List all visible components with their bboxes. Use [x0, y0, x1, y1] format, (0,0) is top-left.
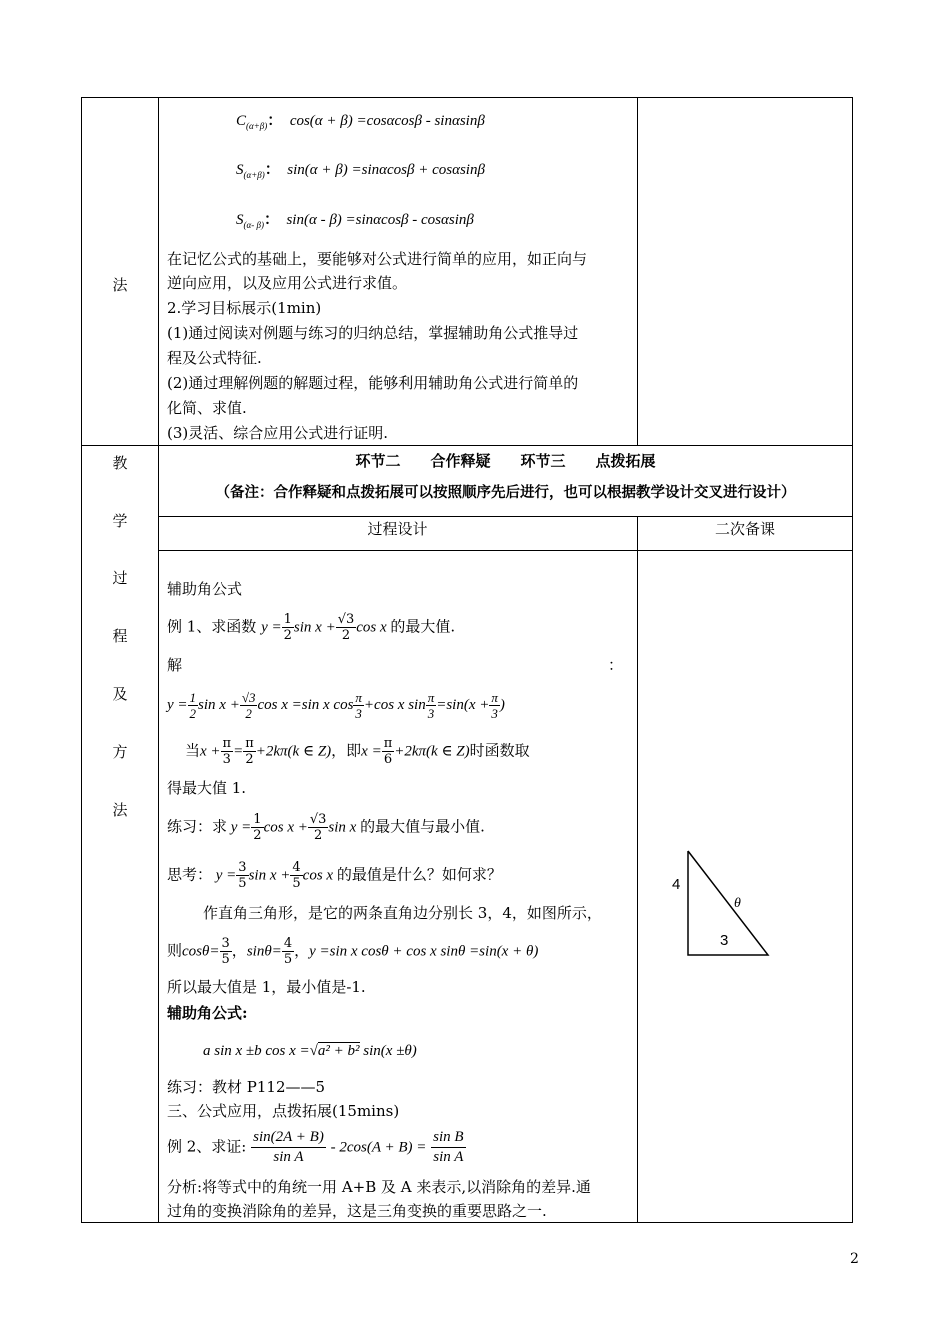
column-header-process: 过程设计 — [367, 520, 428, 538]
max-min: 所以最大值是 1，最小值是-1. — [167, 978, 366, 996]
analysis: 过角的变换消除角的差异，这是三角变换的重要思路之一. — [167, 1202, 547, 1220]
formula-s-minus: $S_{(\alpha- \beta)}$： sin(α - β) =sinαcosβ - cosαsinβ — [236, 212, 474, 230]
table-border-bottom — [81, 1222, 853, 1223]
then-line: 则cosθ= $\frac{3}{5}$ ，sinθ= $\frac{4}{5}$ ，y =sin x cosθ + cos x sinθ =sin(x + θ) — [167, 936, 539, 967]
table-border-top — [81, 97, 853, 98]
side-char: 方 — [112, 743, 128, 761]
side-char: 程 — [112, 627, 128, 645]
header-divider — [158, 516, 853, 517]
goal-item: 程及公式特征. — [167, 349, 262, 367]
triangle-side-3: 3 — [720, 932, 729, 949]
triangle-text: 作直角三角形，是它的两条直角边分别长 3，4，如图所示， — [203, 904, 602, 922]
triangle-angle-theta: θ — [734, 896, 741, 911]
colheader-divider — [158, 550, 853, 551]
side-char: 教 — [112, 454, 128, 472]
table-border-left — [81, 97, 82, 1223]
goal-item: (2)通过理解例题的解题过程，能够利用辅助角公式进行简单的 — [167, 374, 579, 392]
goal-item: (3)灵活、综合应用公式进行证明. — [167, 424, 389, 442]
side-char: 学 — [112, 512, 128, 530]
solution-formula: y = $\frac{1}{2}$ sin x + $\frac{√3}{2}$ cos x =sin x cos $\frac{\pi}{3}$ +cos x sin $\frac{\pi}{3}$ =sin(x + $\frac{\pi}{3}$ ) — [167, 690, 505, 721]
practice-2: 练习：教材 P112——5 — [167, 1078, 326, 1096]
side-char: 过 — [112, 569, 128, 587]
page-number: 2 — [850, 1251, 859, 1267]
section-note: （备注：合作释疑和点拨拓展可以按照顺序先后进行，也可以根据教学设计交叉进行设计） — [215, 484, 796, 501]
section-header: 环节二 合作释疑 环节三 点拨拓展 — [355, 452, 656, 470]
practice-1: 练习：求 y = $\frac{1}{2}$ cos x + $\frac{√3}{2}$ sin x 的最大值与最小值. — [167, 812, 485, 843]
column-divider-top-right — [637, 97, 638, 445]
side-char: 法 — [112, 801, 128, 819]
example-2: 例 2、求证: $\frac{\sin(2A + B)}{\text{sin A}}$ - 2cos(A + B) = $\frac{\text{sin B}}{\text{sin A}}$ — [167, 1129, 464, 1165]
analysis: 分析:将等式中的角统一用 A+B 及 A 来表示,以消除角的差异.通 — [167, 1178, 591, 1196]
side-char: 及 — [112, 685, 128, 703]
solution-colon: ： — [608, 656, 624, 674]
goal-item: (1)通过阅读对例题与练习的归纳总结，掌握辅助角公式推导过 — [167, 324, 579, 342]
formula-s-plus: $S_{(\alpha+\beta)}$： sin(α + β) =sinαcosβ + cosαsinβ — [236, 162, 485, 180]
triangle-side-4: 4 — [672, 876, 681, 893]
solution-label: 解 — [167, 656, 183, 674]
goal-title: 2.学习目标展示(1min) — [167, 299, 322, 317]
example-1: 例 1、求函数 y = $\frac{1}{2}$ sin x + $\frac{√3}{2}$ cos x 的最大值. — [167, 612, 456, 643]
table-border-right — [852, 97, 853, 1223]
para-line: 在记忆公式的基础上，要能够对公式进行简单的应用，如正向与 — [167, 250, 588, 268]
aux-title: 辅助角公式 — [167, 580, 243, 598]
section-3-title: 三、公式应用，点拨拓展(15mins) — [167, 1102, 400, 1120]
column-header-second: 二次备课 — [714, 520, 775, 538]
side-label-top: 法 — [112, 276, 128, 294]
aux-formula: a sin x ±b cos x =√a² + b² sin(x ±θ) — [203, 1043, 417, 1059]
aux-formula-title: 辅助角公式: — [167, 1004, 248, 1022]
column-divider-side — [158, 97, 159, 1223]
when-line-2: 得最大值 1. — [167, 779, 247, 797]
formula-c-plus: $C_{(\alpha+\beta)}$： cos(α + β) =cosαcosβ - sinαsinβ — [236, 113, 485, 131]
right-triangle-figure — [668, 845, 778, 965]
section-divider — [81, 445, 853, 446]
column-divider-bottom-right — [637, 516, 638, 1223]
when-line: 当x + $\frac{\pi}{3}$ = $\frac{\pi}{2}$ +2kπ(k ∈ Z)，即x = $\frac{\pi}{6}$ +2kπ(k ∈ Z)时函数取 — [185, 736, 530, 767]
think-question: 思考： y = $\frac{3}{5}$ sin x + $\frac{4}{5}$ cos x 的最值是什么？如何求？ — [167, 860, 502, 891]
para-line: 逆向应用，以及应用公式进行求值。 — [167, 274, 408, 292]
goal-item: 化简、求值. — [167, 399, 247, 417]
